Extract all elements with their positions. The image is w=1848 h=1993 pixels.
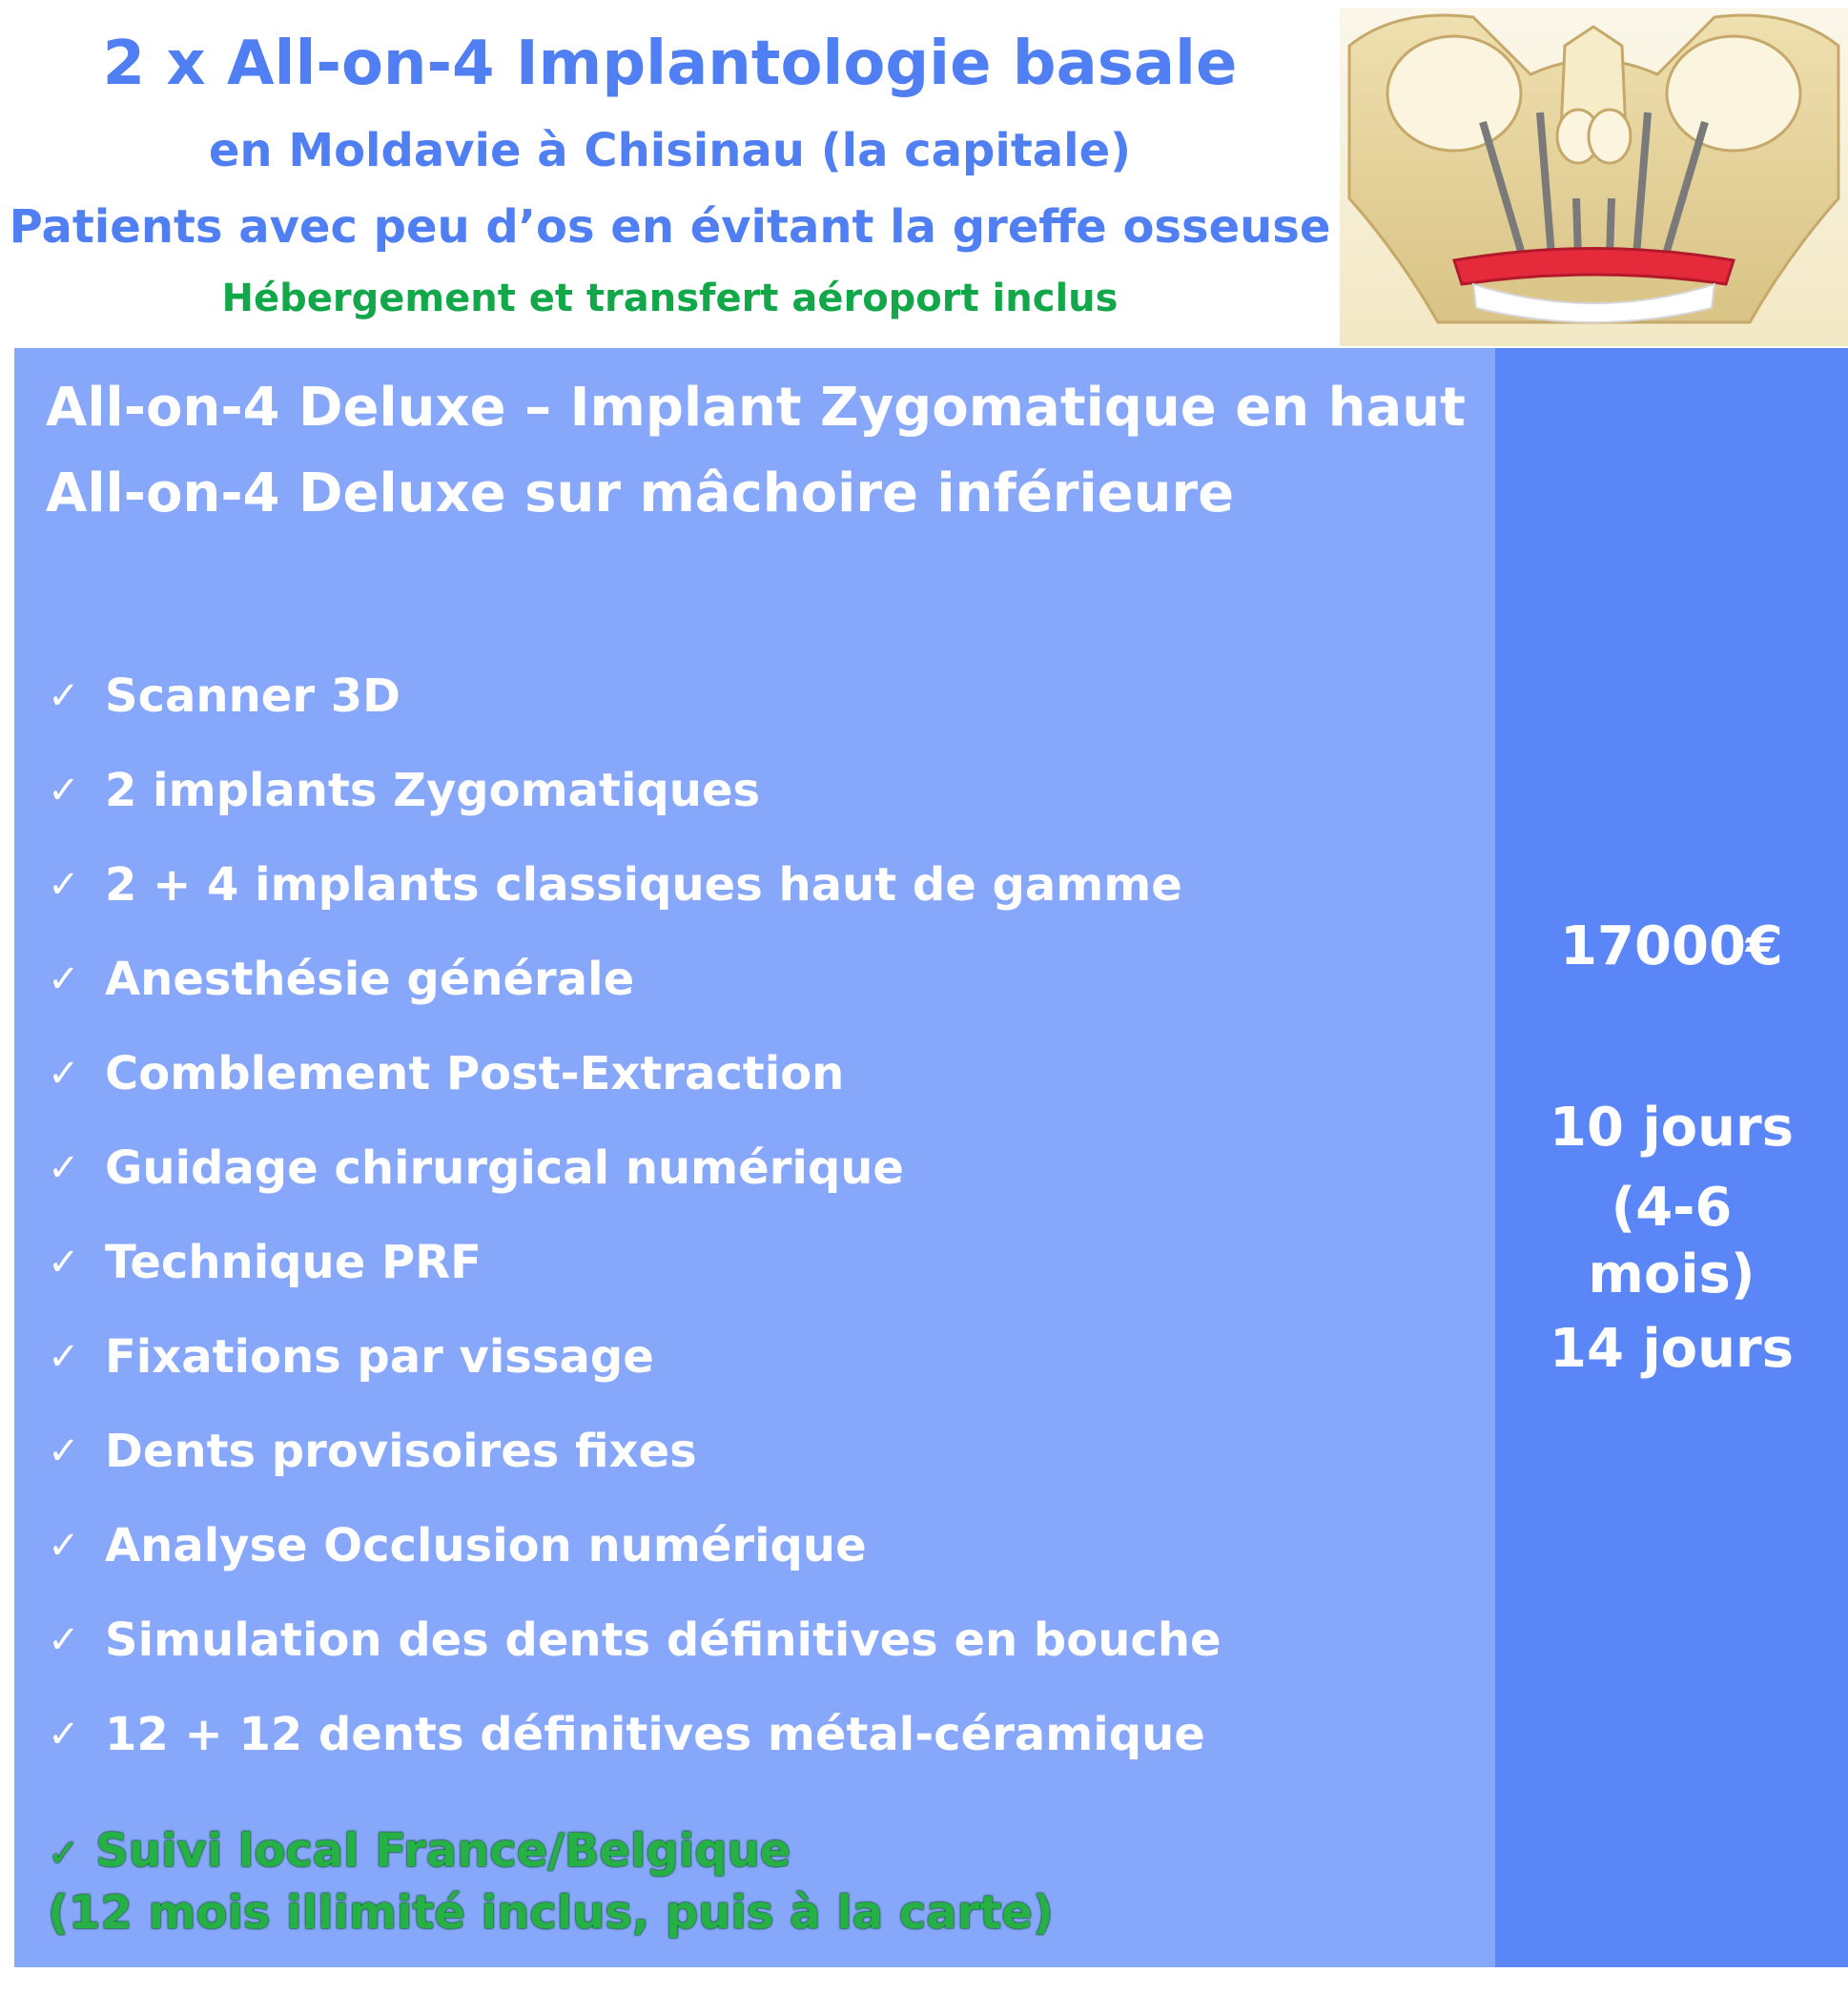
list-item-label: Technique PRF (105, 1235, 482, 1289)
duration-first-stay: 10 jours (1550, 1097, 1794, 1159)
check-icon: ✓ (48, 673, 80, 718)
package-title-lower: All-on-4 Deluxe sur mâchoire inférieure (46, 462, 1235, 524)
included-note: Hébergement et transfert aéroport inclus (221, 277, 1119, 320)
check-icon: ✓ (48, 1240, 80, 1284)
header (0, 0, 1340, 343)
list-item (48, 648, 1478, 743)
check-icon: ✓ (48, 1712, 80, 1757)
list-item (48, 837, 1478, 932)
list-item (48, 1592, 1478, 1687)
skull-implant-illustration (1340, 8, 1848, 346)
package-title-upper: All-on-4 Deluxe – Implant Zygomatique en haut (46, 377, 1466, 439)
list-item (48, 1215, 1478, 1309)
list-item-label: Anesthésie générale (105, 952, 635, 1006)
list-item-label: Scanner 3D (105, 668, 400, 723)
followup-note (48, 1821, 1054, 1942)
check-icon: ✓ (48, 1428, 80, 1473)
list-item-label: 12 + 12 dents définitives métal-céramique (105, 1707, 1205, 1761)
duration-info (1495, 1087, 1848, 1390)
list-item (48, 1498, 1478, 1592)
price: 17000€ (1560, 915, 1783, 977)
list-item (48, 1026, 1478, 1120)
list-item (48, 1404, 1478, 1498)
check-icon: ✓ (48, 1051, 80, 1096)
check-icon: ✓ (48, 1523, 80, 1568)
check-icon: ✓ (48, 1617, 80, 1662)
list-item-label: Analyse Occlusion numérique (105, 1518, 867, 1572)
duration-second-stay: 14 jours (1550, 1318, 1794, 1380)
list-item (48, 1687, 1478, 1781)
duration-interval-line1: (4-6 (1611, 1177, 1733, 1239)
list-item-label: 2 implants Zygomatiques (105, 763, 761, 817)
location-subtitle: en Moldavie à Chisinau (la capitale) (208, 124, 1132, 177)
list-item-label: Dents provisoires fixes (105, 1424, 697, 1478)
duration-interval-line2: mois) (1588, 1243, 1756, 1305)
included-items-list (48, 648, 1478, 1781)
followup-detail: (12 mois illimité inclus, puis à la carte) (48, 1886, 1054, 1940)
list-item (48, 743, 1478, 837)
list-item (48, 1120, 1478, 1215)
list-item-label: 2 + 4 implants classiques haut de gamme (105, 857, 1182, 912)
page-title: 2 x All-on-4 Implantologie basale (102, 29, 1238, 99)
check-icon: ✓ (48, 1334, 80, 1379)
patients-subtitle: Patients avec peu d’os en évitant la greffe osseuse (9, 200, 1331, 254)
check-icon: ✓ (48, 768, 80, 812)
list-item (48, 1309, 1478, 1404)
followup-title: Suivi local France/Belgique (95, 1824, 791, 1878)
list-item-label: Simulation des dents définitives en bouche (105, 1613, 1222, 1667)
list-item (48, 932, 1478, 1026)
list-item-label: Comblement Post-Extraction (105, 1046, 845, 1100)
list-item-label: Fixations par vissage (105, 1329, 654, 1384)
list-item-label: Guidage chirurgical numérique (105, 1140, 904, 1195)
check-icon: ✓ (48, 1832, 80, 1876)
check-icon: ✓ (48, 1145, 80, 1190)
check-icon: ✓ (48, 956, 80, 1001)
check-icon: ✓ (48, 862, 80, 907)
